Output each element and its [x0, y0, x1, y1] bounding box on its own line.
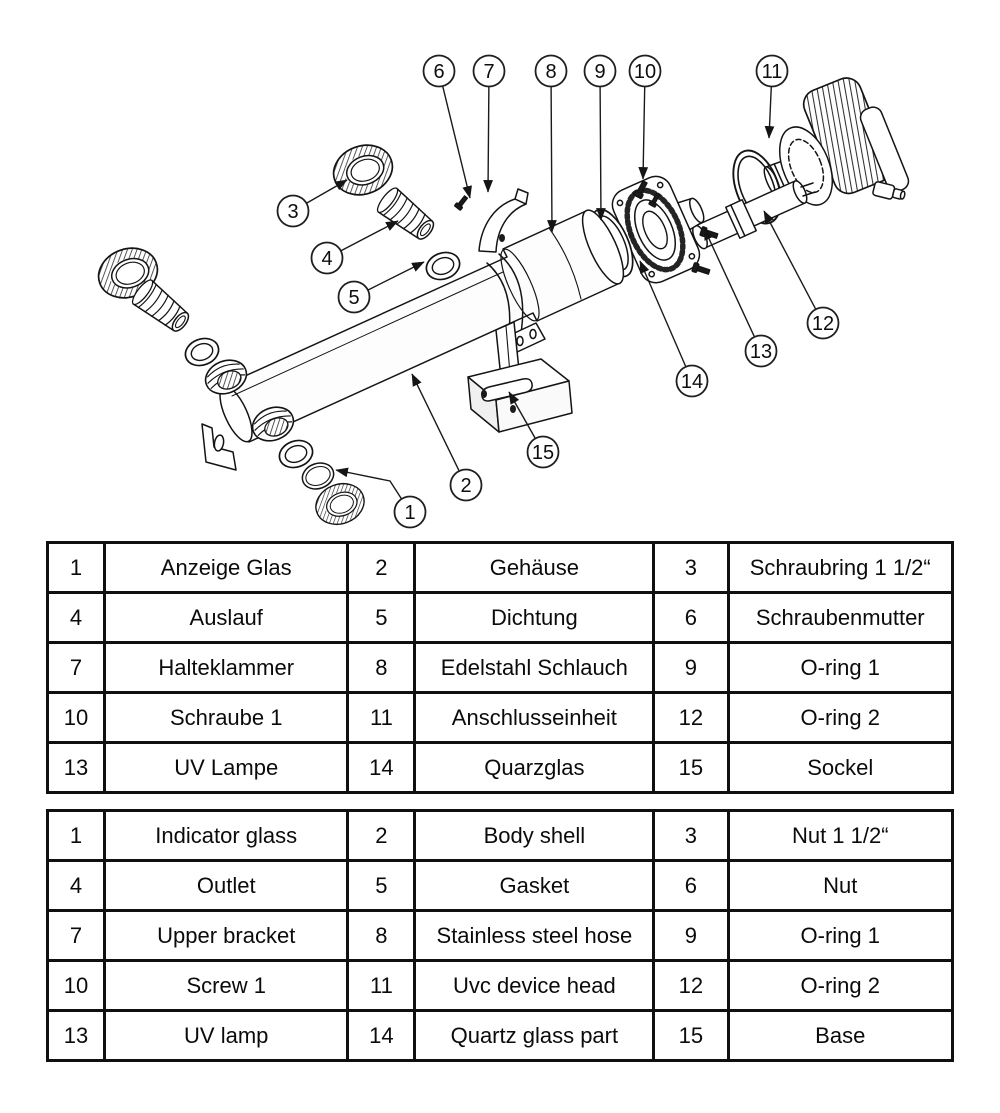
table-row: [48, 961, 953, 1011]
callout-number: 1: [404, 502, 416, 525]
part-name-cell: Indicator glass: [105, 811, 348, 861]
part-name-cell: Outlet: [105, 861, 348, 911]
part-name-cell: Nut: [728, 861, 952, 911]
parts-table-english: [46, 809, 954, 1062]
part-name-cell: Nut 1 1/2“: [728, 811, 952, 861]
table-row: [48, 911, 953, 961]
callout-number: 15: [531, 442, 555, 465]
part-name-cell: O-ring 2: [728, 961, 952, 1011]
part-number-cell: 14: [348, 743, 415, 793]
part-number-cell: 1: [48, 543, 105, 593]
callout-11: [757, 56, 788, 139]
part-number-cell: 9: [654, 911, 728, 961]
gasket-drawing: [423, 248, 464, 284]
callout-number: 8: [545, 61, 557, 84]
callout-number: 10: [633, 61, 657, 84]
part-name-cell: Quartz glass part: [415, 1011, 654, 1061]
nut-screw-drawing: [454, 195, 469, 211]
callout-number: 9: [594, 61, 606, 84]
part-name-cell: Dichtung: [415, 593, 654, 643]
part-name-cell: O-ring 1: [728, 911, 952, 961]
part-number-cell: 1: [48, 811, 105, 861]
callout-leader-line: [764, 211, 816, 309]
table-row: [48, 861, 953, 911]
callout-number: 13: [749, 341, 773, 364]
callout-3: [278, 180, 348, 227]
callout-4: [312, 221, 399, 274]
part-number-cell: 6: [654, 861, 728, 911]
callout-number: 11: [761, 61, 783, 84]
part-name-cell: Quarzglas: [415, 743, 654, 793]
part-number-cell: 12: [654, 693, 728, 743]
callout-leader-line: [443, 86, 470, 198]
outlet-hosetail-drawing: [374, 185, 439, 245]
callout-leader-line: [368, 262, 424, 290]
part-name-cell: Stainless steel hose: [415, 911, 654, 961]
part-number-cell: 7: [48, 911, 105, 961]
callout-10: [630, 56, 661, 180]
part-name-cell: Schraube 1: [105, 693, 348, 743]
table-row: [48, 693, 953, 743]
part-name-cell: Base: [728, 1011, 952, 1061]
part-number-cell: 6: [654, 593, 728, 643]
table-row: [48, 743, 953, 793]
callout-number: 5: [348, 287, 360, 310]
part-name-cell: O-ring 1: [728, 643, 952, 693]
callout-leader-line: [600, 86, 601, 220]
callout-13: [704, 228, 777, 367]
part-number-cell: 7: [48, 643, 105, 693]
table-row: [48, 811, 953, 861]
part-number-cell: 3: [654, 543, 728, 593]
callout-leader-line: [643, 86, 645, 179]
part-number-cell: 4: [48, 861, 105, 911]
part-number-cell: 13: [48, 1011, 105, 1061]
part-number-cell: 10: [48, 961, 105, 1011]
callout-number: 2: [460, 475, 472, 498]
part-number-cell: 9: [654, 643, 728, 693]
exploded-parts: [92, 74, 912, 531]
part-name-cell: UV Lampe: [105, 743, 348, 793]
part-name-cell: Upper bracket: [105, 911, 348, 961]
parts-table-german: [46, 541, 954, 794]
callout-number: 6: [433, 61, 445, 84]
callout-leader-line: [769, 86, 771, 138]
part-number-cell: 2: [348, 543, 415, 593]
part-name-cell: Anzeige Glas: [105, 543, 348, 593]
part-number-cell: 5: [348, 593, 415, 643]
callout-9: [585, 56, 616, 221]
part-name-cell: Schraubenmutter: [728, 593, 952, 643]
callout-leader-line: [306, 180, 347, 203]
part-name-cell: Screw 1: [105, 961, 348, 1011]
callout-12: [764, 211, 839, 339]
callout-leader-line: [341, 221, 398, 251]
callout-6: [424, 56, 471, 199]
part-name-cell: Body shell: [415, 811, 654, 861]
part-number-cell: 11: [348, 693, 415, 743]
part-name-cell: Anschlusseinheit: [415, 693, 654, 743]
uv-lamp-drawing: [690, 179, 815, 251]
part-number-cell: 15: [654, 1011, 728, 1061]
part-name-cell: Auslauf: [105, 593, 348, 643]
part-number-cell: 15: [654, 743, 728, 793]
table-row: [48, 543, 953, 593]
part-number-cell: 14: [348, 1011, 415, 1061]
callout-number: 3: [287, 201, 299, 224]
part-number-cell: 3: [654, 811, 728, 861]
part-name-cell: Uvc device head: [415, 961, 654, 1011]
part-number-cell: 10: [48, 693, 105, 743]
screw-dot: [499, 234, 505, 242]
part-name-cell: Gehäuse: [415, 543, 654, 593]
callout-number: 14: [680, 371, 704, 394]
callout-number: 4: [321, 248, 333, 271]
bracket-foot-drawing: [202, 424, 236, 470]
part-name-cell: Edelstahl Schlauch: [415, 643, 654, 693]
part-name-cell: O-ring 2: [728, 693, 952, 743]
callout-number: 12: [811, 313, 835, 336]
part-number-cell: 13: [48, 743, 105, 793]
callout-8: [536, 56, 567, 233]
callout-leader-line: [488, 86, 489, 192]
part-number-cell: 8: [348, 643, 415, 693]
part-number-cell: 11: [348, 961, 415, 1011]
part-name-cell: Halteklammer: [105, 643, 348, 693]
part-name-cell: UV lamp: [105, 1011, 348, 1061]
part-number-cell: 2: [348, 811, 415, 861]
part-number-cell: 8: [348, 911, 415, 961]
callout-leader-line: [551, 86, 552, 232]
part-number-cell: 12: [654, 961, 728, 1011]
part-name-cell: Sockel: [728, 743, 952, 793]
table-row: [48, 593, 953, 643]
part-name-cell: Schraubring 1 1/2“: [728, 543, 952, 593]
part-name-cell: Gasket: [415, 861, 654, 911]
part-number-cell: 5: [348, 861, 415, 911]
callout-7: [474, 56, 505, 193]
exploded-view-diagram: [0, 0, 1000, 538]
part-number-cell: 4: [48, 593, 105, 643]
table-row: [48, 643, 953, 693]
callout-number: 7: [483, 61, 495, 84]
screw-drawing: [692, 263, 710, 276]
parts-tables: [46, 541, 954, 1077]
table-row: [48, 1011, 953, 1061]
callout-leader-line: [704, 228, 754, 337]
callout-leader-line: [412, 374, 459, 471]
